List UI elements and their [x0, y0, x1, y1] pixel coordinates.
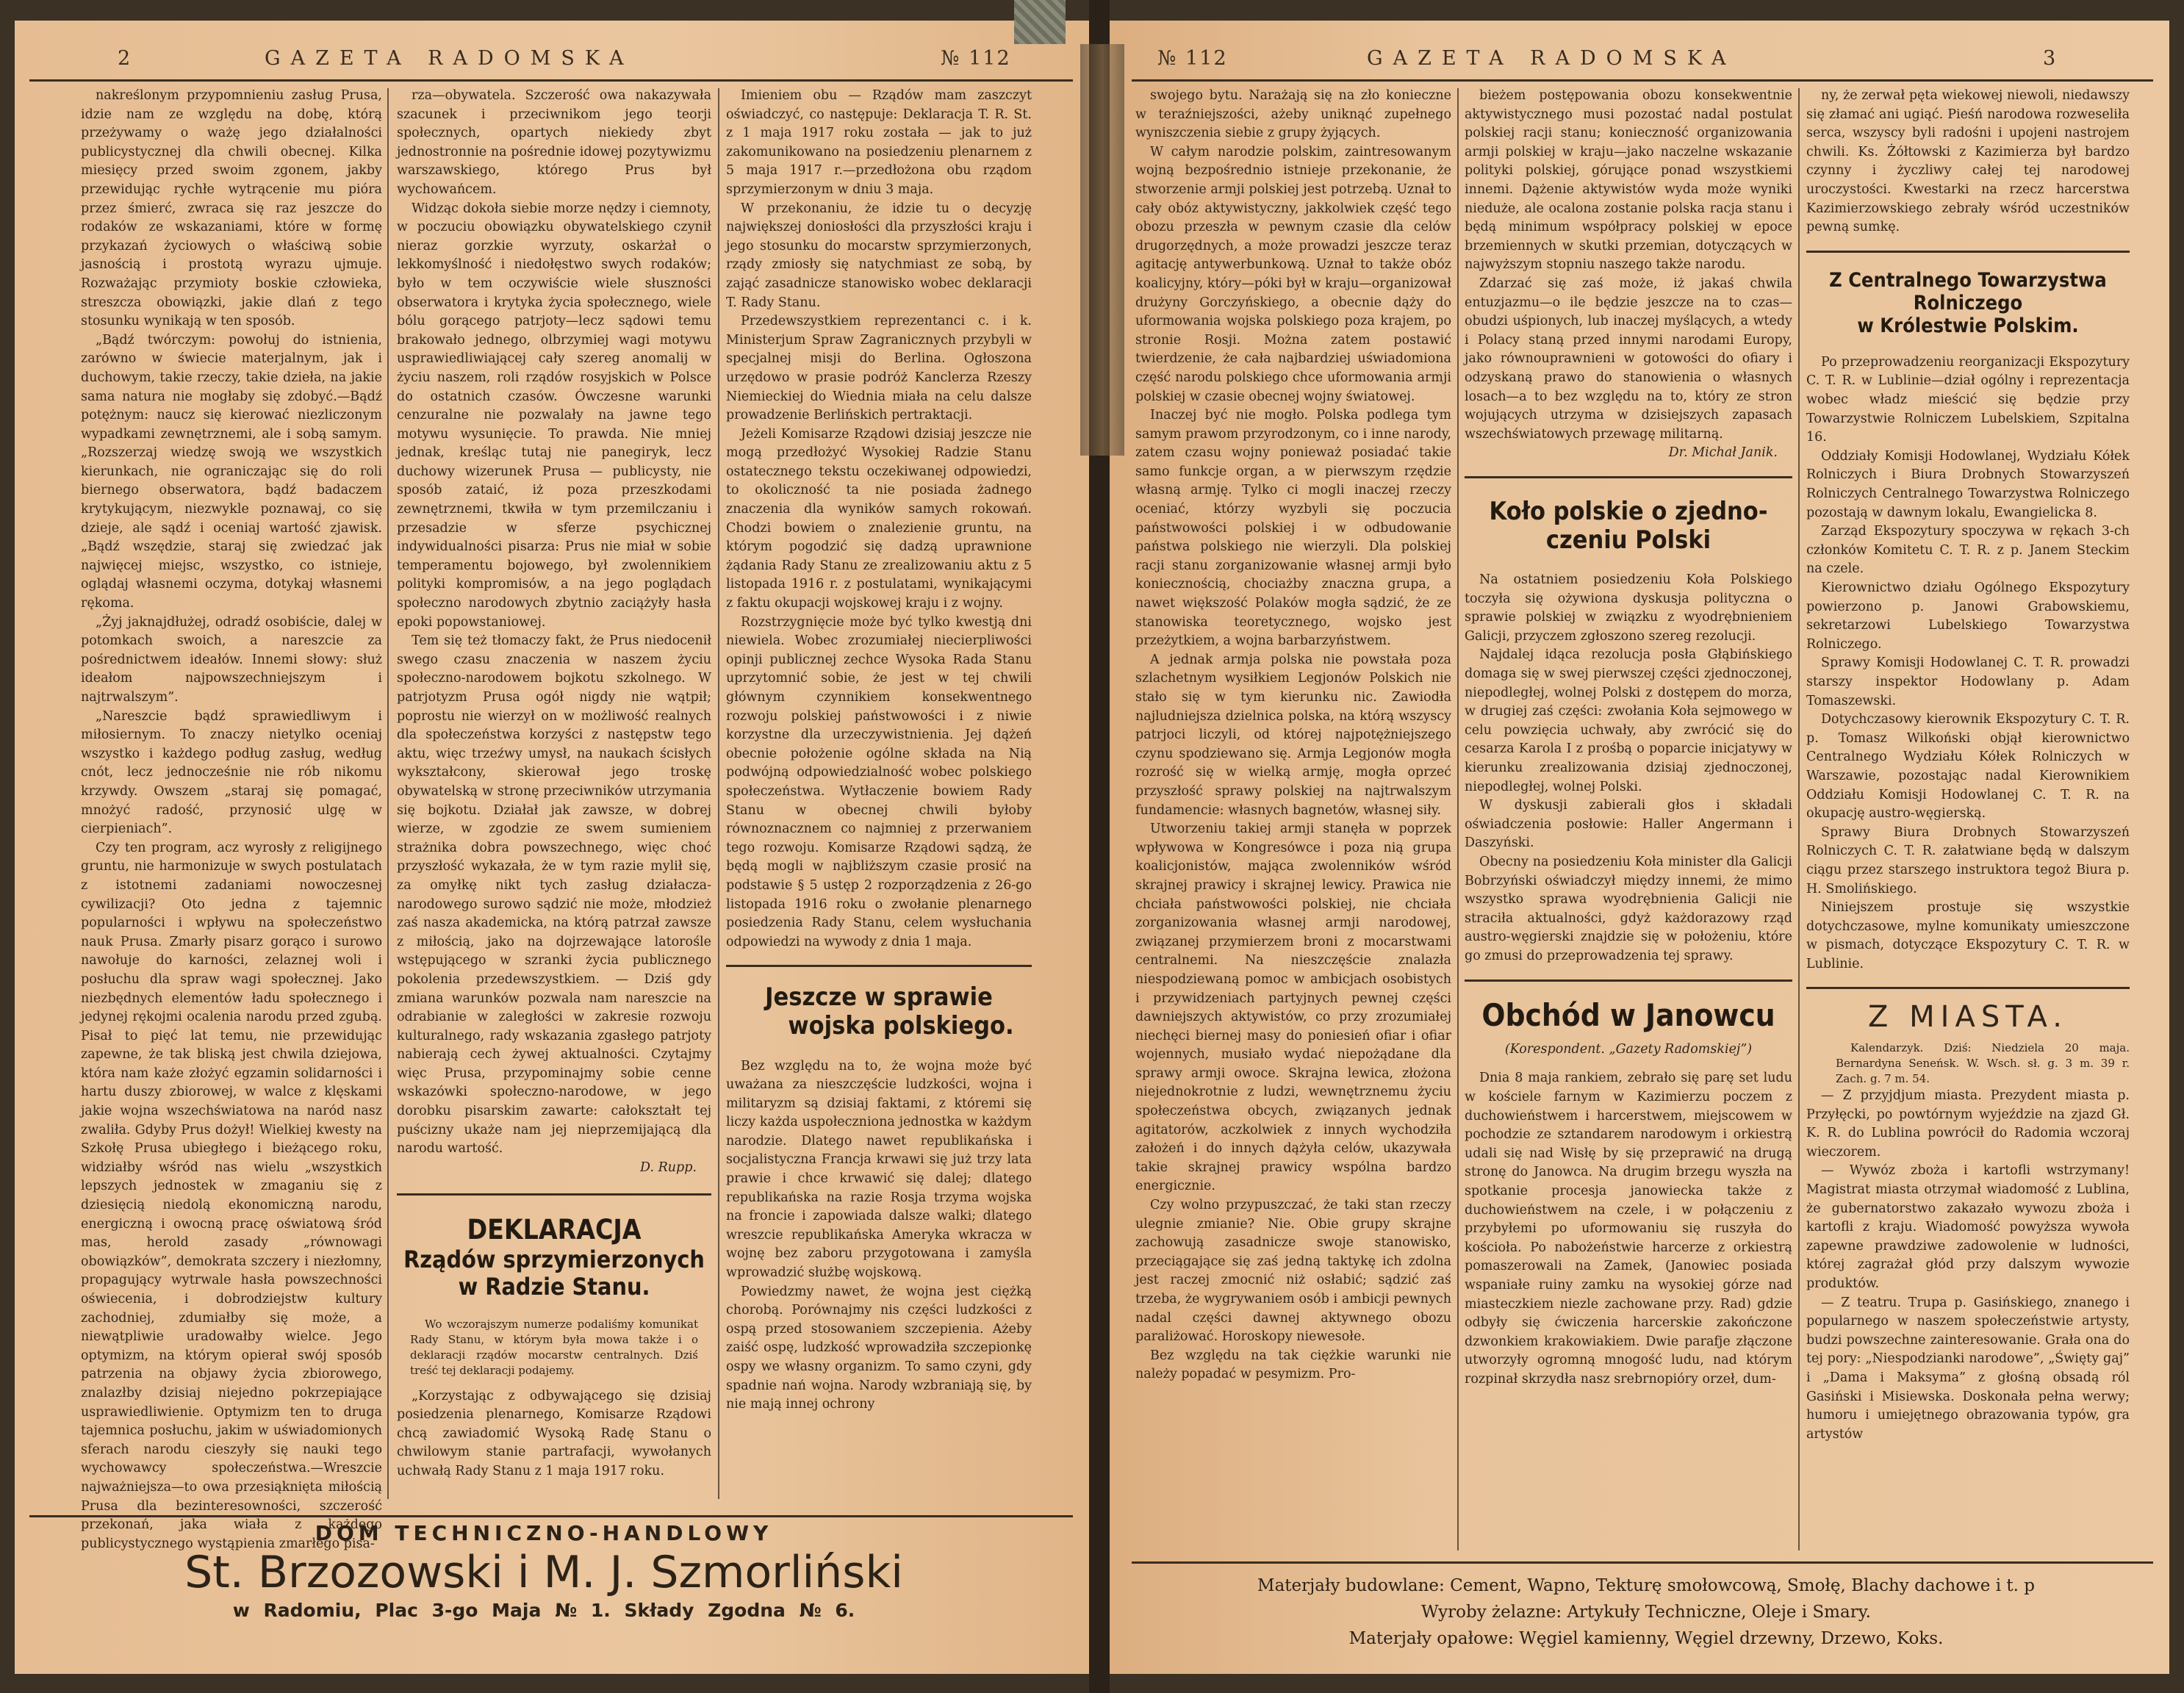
paragraph: nakreślonym przypomnieniu zasług Prusa, idzie nam ze względu na dobę, którą przeżywamy o ważę jego działalności publicystycznej dla chwili obecnej. Kilka miesięcy przed swoim zgonem, jakby przewidując rychłe wytrącenie mu pióra przez śmierć, zwraca się raz jeszcze do rodaków ze wskazaniami, które w formę przykazań życiowych o właściwą sobie jasnością i prostotą wyrazu ujmuje. Rozważając przymioty boskie człowieka, streszcza obowiązki, jakie dlań z tego stosunku wynikają w ten sposób.: [81, 88, 382, 329]
ad-line: Materjały budowlane: Cement, Wapno, Tekturę smołowcową, Smołę, Blachy dachowe i t. p: [1257, 1576, 2035, 1595]
paragraph: Tem się też tłomaczy fakt, że Prus niedocenił swego czasu znaczenia w naszem życiu społeczno-narodowem bojkotu szkolnego. W patrjotyzm Prusa ogół nigdy nie wątpił; poprostu nie wierzył on w możliwość realnych dla społeczeństwa korzyści z następstw tego aktu, więc trzeźwy umysł, na naukach ścisłych wykształcony, skierował jego troskę obywatelską w stronę przeciwników utrzymania się bojkotu. Działał jak zawsze, w dobrej wierze, w zgodzie ze swem sumieniem strażnika dobra powszechnego, więc choć przyszłość wykazała, że w tym razie mylił się, za omyłkę nikt tych zasług działacza-narodowego surowo sądzić nie może, młodzież zaś nasza akademicka, na którą patrzał zawsze z miłością, jako na dojrzewające latorośle wstępującego w szranki życia publicznego pokolenia przedewszystkiem. — Dziś gdy zmiana warunków pozwala nam nareszcie na odrabianie w zaległości w zakresie rozwoju kulturalnego, rady wskazania zgasłego patrjoty nabierają cech żywej aktualności. Czytajmy więc Prusa, przypominajmy sobie cenne wskazówki społeczno-narodowe, w jego dorobku pisarskim zawarte: całokształt tej puścizny ukaże nam jej nieprzemijającą dla narodu wartość.: [397, 633, 711, 1157]
paragraph: rza—obywatela. Szczerość owa nakazywała szacunek i przeciwnikom jego teorji społecznych, opartych niekiedy zbyt jednostronnie na pośrednie idowej pozytywizmu warszawskiego, którego Prus był wychowańcem.: [397, 88, 711, 197]
paragraph: „Korzystając z odbywającego się dzisiaj posiedzenia plenarnego, Komisarze Rządowi chcą zawiadomić Wysoką Radę Stanu o chwilowym stanie partrafacji, wywołanych uchwałą Rady Stanu z 1 maja 1917 roku.: [397, 1388, 711, 1478]
column-3: [726, 87, 1032, 1520]
paragraph: A jednak armja polska nie powstała poza szlachetnym wysiłkiem Legjonów Polskich nie stało się w tym kierunku nic. Zawiodła najludniejsza dzielnica polska, na którą wszyscy patrjoci liczyli, od której najpotężniejszego czynu spodziewano się. Armja Legjonów mogła rozrość się w wielką armję, mogła oprzeć przyszłość sprawy polskiej na najtrwalszym fundamencie: własnych bagnetów, własnej siły.: [1135, 652, 1451, 818]
section-rule: [397, 1193, 711, 1196]
paragraph: Sprawy Komisji Hodowlanej C. T. R. prowadzi starszy inspektor Hodowlany p. Adam Tomaszewski.: [1806, 655, 2130, 708]
paragraph: Inaczej być nie mogło. Polska podlega tym samym prawom przyrodzonym, co i inne narody, zatem czasu wojny ponieważ posiadać takie samo funkcje organ, a w pierwszym rzędzie własną armję. Tylko ci mogli inaczej rzeczy oceniać, którzy wyzbyli się poczucia państwowości polskiej i w odbudowanie państwa polskiego nie wierzyli. Dla polskiej racji stanu zorganizowanie własnej armji było koniecznością, chociażby znaczna grupa, a nawet większość Polaków mogła sądzić, że ze stanowiska teoretycznego, wojsko jest przeżytkiem, a wojna barbarzyństwem.: [1135, 408, 1451, 649]
section-rule: [1465, 476, 1792, 478]
article-title: Obchód w Janowcu: [1481, 996, 1775, 1033]
paragraph: Obecny na posiedzeniu Koła minister dla Galicji Bobrzyński oświadczył między innemi, że mimo wszystko sprawa wyodrębnienia Galicji nie straciła aktualności, gdyż każdorazowy rząd austro-węgierski znajdzie się w położeniu, które go zmusi do przeprowadzenia tej sprawy.: [1465, 854, 1792, 963]
paragraph: bieżem postępowania obozu konsekwentnie aktywistycznego musi pozostać nadal postulat polskiej racji stanu; konieczność organizowania armji polskiej w kraju—jako naczelne wskazanie polityki polskiej, górujące ponad wszystkiemi innemi. Dążenie aktywistów wyda może wyniki nieduże, ale ocalona zostanie polska racja stanu i będą minimum współpracy polskiej w epoce brzemiennych w skutki przemian, dotyczących w najwyższym stopniu naszego także narodu.: [1465, 88, 1792, 273]
ad-address: w Radomiu, Plac 3-go Maja № 1. Składy Zgodna № 6.: [232, 1600, 855, 1621]
column-5: [1465, 87, 1792, 1556]
ad-rule: [29, 1515, 1073, 1517]
article-title: czeniu Polski: [1545, 525, 1711, 555]
paragraph: W całym narodzie polskim, zaintresowanym wojną bezpośrednio istnieje przekonanie, że stworzenie armji polskiej jest potrzebą. Uznał to cały obóz aktywistyczny, jakkolwiek część tego obozu przeszła w pewnym czasie dla celów drugorzędnych, a może prowadzi jeszcze teraz agitację antywerbunkową. Uznał to także obóz koalicyjny, który—póki był w kraju—organizował drużyny Gorczyńskiego, a obecnie dąży do uformowania wojska polskiego poza krajem, po stronie Rosji. Można zatem postawić twierdzenie, że cała najbardziej uświadomiona część narodu polskiego chce uformowania armji polskiej w czasie obecnej wojny światowej.: [1135, 144, 1451, 404]
paragraph: W dyskusji zabierali głos i składali oświadczenia posłowie: Haller Angermann i Daszyński.: [1465, 798, 1792, 851]
column-rule: [387, 88, 389, 1499]
paragraph: Powiedzmy nawet, że wojna jest ciężką chorobą. Porównajmy nis części ludzkości z ospą przed stosowaniem szczepienia. Ażeby zaiść ospę, ludzkość wprowadziła szczepionkę ospy we własny organizm. To samo czyni, gdy spadnie nań wojna. Narody wzbraniają się, by nie mają innej ochrony: [726, 1284, 1032, 1412]
paragraph: Czy wolno przypuszczać, że taki stan rzeczy ulegnie zmianie? Nie. Obie grupy skrajne zachowują zasadnicze swoje stanowisko, przeciągające się zaś jedną taktykę ich zdolna jest raczej zmocnić niż osłabić; sądzić zaś trzeba, że wygrywaniem osób i ambicji pewnych nadal części dawnej aktywnego obozu paraliżować. Horoskopy niewesołe.: [1135, 1198, 1451, 1345]
article-title: w Królestwie Polskim.: [1857, 314, 2079, 337]
article-subtitle: (Korespondent. „Gazety Radomskiej”): [1504, 1041, 1753, 1057]
article-title: Jeszcze w sprawie: [765, 982, 993, 1013]
column-2: [397, 87, 711, 1520]
paragraph: Zdarzać się zaś może, iż jakaś chwila entuzjazmu—o ile będzie jeszcze na to czas—obudzi uśpionych, lub inaczej myślących, a wtedy i Polacy staną przed innymi narodami Europy, jako równouprawnieni w gotowości do ofiary i odzyskaną prawo do stanowienia o własnych losach—a to bez względu na to, który ze stron wojujących utrzyma w dzisiejszych zapasach wszechświatowych przewagę militarną.: [1465, 276, 1792, 442]
news-item: — Z przyjdjum miasta. Prezydent miasta p. Przyłęcki, po powtórnym wyjeździe na zjazd Gł. K. R. do Lublina powrócił do Radomia wczoraj wieczorem.: [1806, 1088, 2130, 1160]
ad-line: Materjały opałowe: Węgiel kamienny, Węgiel drzewny, Drzewo, Koks.: [1348, 1629, 1944, 1648]
ad-rule: [1132, 1561, 2153, 1564]
article-title: Z Centralnego Towarzystwa Rolniczego: [1829, 268, 2107, 314]
column-rule: [718, 88, 719, 1499]
column-1: [81, 87, 382, 1551]
paragraph: ny, że zerwał pęta wiekowej niewoli, niedawszy się złamać ani ugiąć. Pieśń narodowa rozweseliła serca, wszyscy byli radośni i upojeni nastrojem chwili. Ks. Żółtowski z Kazimierza był bardzo czynny i życzliwy całej tej narodowej uroczystości. Kwestarki na rzecz harcerstwa Kazimierzowskiego zebrały wśród uczestników pewną sumkę.: [1806, 88, 2130, 235]
calendar-note: Kalendarzyk. Dziś: Niedziela 20 maja. Bernardyna Seneńsk. W. Wsch. sł. g. 3 m. 39 r. Zach. g. 7 m. 54.: [1836, 1041, 2130, 1086]
article-title: wojska polskiego.: [788, 1011, 1014, 1041]
news-item: — Z teatru. Trupa p. Gasińskiego, znanego i popularnego w naszem społeczeństwie artysty, budzi powszechne zainteresowanie. Grała ona do tej pory: „Niespodzianki narodowe”, „Święty gaj” i „Dama i Maksyma” z głośną obsadą ról Gasiński i Misiewska. Doskonała pełna werwy; humoru i umiejętnego obrazowania typów, gra artystów: [1806, 1295, 2130, 1442]
page-tear: [1080, 44, 1124, 456]
section-rule: [726, 965, 1032, 967]
section-heading: Z MIASTA.: [1868, 1000, 2068, 1035]
paragraph: Jeżeli Komisarze Rządowi dzisiaj jeszcze nie mogą przedłożyć Wysokiej Radzie Stanu ostatecznego tekstu oczekiwanej odpowiedzi, to okoliczność ta nie posiada żadnego znaczenia dla wyników samych rokowań. Chodzi bowiem o znalezienie gruntu, na którym pogodzić się dadzą uprawnione żądania Rady Stanu ze zrealizowaniu aktu z 5 listopada 1916 r. z postulatami, wynikającymi z faktu okupacji wojskowej kraju i z wojny.: [726, 426, 1032, 611]
news-item: — Wywóz zboża i kartofli wstrzymany! Magistrat miasta otrzymał wiadomość z Lublina, że gubernatorstwo zakazało wywozu zboża i kartofli z kraju. Wiadomość powyższa wywoła zapewne prawdziwe zadowolenie w ludności, której zagrażał głód przy dalszym wywozie produktów.: [1806, 1163, 2130, 1292]
column-rule: [1798, 88, 1800, 1550]
article-title: Rządów sprzymierzonych: [403, 1245, 705, 1273]
paragraph: Bez względu na tak ciężkie warunki nie należy popadać w pesymizm. Pro-: [1135, 1348, 1451, 1382]
right-page-number: 3: [2043, 47, 2066, 70]
paragraph: Imieniem obu — Rządów mam zaszczyt oświadczyć, co następuje: Deklaracja T. R. St. z 1 maja 1917 roku została — jak to już zakomunikowano na posiedzeniu plenarnem z 5 maja 1917 r.—przedłożona obu rządom sprzymierzonym w dniu 3 maja.: [726, 88, 1032, 197]
paragraph: Sprawy Biura Drobnych Stowarzyszeń Rolniczych C. T. R. załatwiane będą w dalszym ciągu przez starszego instruktora tegoż Biura p. H. Smolińskiego.: [1806, 824, 2130, 896]
lead-paragraph: Wo wczorajszym numerze podaliśmy komunikat Rady Stanu, w którym była mowa także i o deklaracji rządów mocarstw centralnych. Dziś treść tej deklaracji podajemy.: [410, 1317, 698, 1377]
column-6: [1806, 87, 2130, 1556]
left-page-number: 2: [118, 47, 141, 70]
right-issue-number: № 112: [1157, 47, 1228, 70]
paragraph: „Nareszcie bądź sprawiedliwym i miłosiernym. To znaczy nietylko oceniaj wszystko i każdego podług zasług, według cnót, lecz jednocześnie nie rób nikomu krzywdy. Owszem „staraj się pomagać, mnożyć radość, przynosić ulgę w cierpieniach”.: [81, 708, 382, 837]
section-rule: [1465, 980, 1792, 982]
author-signature: Dr. Michał Janik.: [1668, 445, 1778, 461]
paragraph: Dnia 8 maja rankiem, zebrało się parę set ludu w kościele farnym w Kazimierzu poczem z duchowieństwem i harcerstwem, miejscowem w pochodzie ze sztandarem narodowym i orkiestrą udali się nad Wisłę by się przeprawić na drugą stronę do Janowca. Na drugim brzegu wyszła na spotkanie procesja janowiecka także z duchowieństwem na czele, i w połączeniu z przybyłemi po uformowaniu się ruszyła do kościoła. Po nabożeństwie harcerze z orkiestrą pomaszerowali na Zamek, (Janowiec posiada wspaniałe ruiny zamku na wysokiej górze nad miasteczkiem niezle zachowane przy. Rad) gdzie odbyły się ćwiczenia harcerskie zakończone dzwonkiem krakowiakiem. Dwie parafje złączone utworzyły ogromną mnogość ludu, nad którym rozpinał skrzydła nasz srebrnopióry orzeł, dum-: [1465, 1071, 1792, 1387]
paragraph: Przedewszystkiem reprezentanci c. i k. Ministerjum Spraw Zagranicznych przybyli w specjalnej misji do Berlina. Ogłoszona urzędowo w prasie podróż Kanclerza Rzeszy Niemieckiej do Wiednia miała na celu dalsze prowadzenie Berlińskich pertraktacji.: [726, 314, 1032, 423]
section-rule: [1806, 987, 2130, 989]
right-header-rule: [1132, 79, 2153, 82]
paragraph: Niniejszem prostuje się wszystkie dotychczasowe, mylne komunikaty umieszczone w pismach, dotyczące Ekspozytury C. T. R. w Lublinie.: [1806, 900, 2130, 971]
paragraph: Kierownictwo działu Ogólnego Ekspozytury powierzono p. Janowi Grabowskiemu, sekretarzowi Lubelskiego Towarzystwa Rolniczego.: [1806, 580, 2130, 652]
paragraph: Najdalej idąca rezolucja posła Głąbińskiego domaga się w swej pierwszej części zjednoczonej, niepodległej, wolnej Polski z dostępem do morza, w drugiej zaś części: zwołania Koła sejmowego w celu powzięcia uchwały, aby zwrócić się do cesarza Karola I z prośbą o poparcie inicjatywy w kierunku zrealizowania dzisiaj zjednoczonej, niepodległej, wolnej Polski.: [1465, 647, 1792, 794]
ad-line: Wyroby żelazne: Artykuły Techniczne, Oleje i Smary.: [1421, 1603, 1871, 1622]
advertisement-left: [29, 1521, 1058, 1621]
article-title: Koło polskie o zjedno-: [1489, 496, 1768, 526]
paragraph: Na ostatniem posiedzeniu Koła Polskiego toczyła się ożywiona dyskusja polityczna o sprawie polskiej w związku z wyodrębnieniem Galicji, przyczem zgłoszono szereg rezolucji.: [1465, 572, 1792, 644]
advertisement-right: [1132, 1572, 2160, 1652]
paragraph: Bez względu na to, że wojna może być uważana za nieszczęście ludzkości, wojna i militaryzm są dzisiaj faktami, z któremi się liczy każda uspołeczniona jednostka w każdym narodzie. Dlatego nawet republikańska i socjalistyczna Francja krwawi się już trzy lata prawie i chce krwawić się dalej; dlatego republikańska na razie Rosja trzyma wojska na froncie i zapowiada dalsze walki; dlatego wreszcie republikańska Ameryka wkracza w wojnę bez zaboru przygotowana i zamyśla wprowadzić służbę wojskową.: [726, 1058, 1032, 1281]
bookmark-ribbon: [1014, 0, 1066, 44]
article-title: w Radzie Stanu.: [458, 1272, 650, 1301]
paragraph: Oddziały Komisji Hodowlanej, Wydziału Kółek Rolniczych i Biura Drobnych Stowarzyszeń Rolniczych Centralnego Towarzystwa Rolniczego pozostają w dawnym lokalu, Ewangielicka 8.: [1806, 448, 2130, 520]
ad-company-name: St. Brzozowski i M. J. Szmorliński: [184, 1547, 903, 1598]
paragraph: Widząc dokoła siebie morze nędzy i ciemnoty, w poczuciu obowiązku obywatelskiego czynił nieraz gorzkie wyrzuty, oskarżał o lekkomyślność i niedołęstwo swych rodaków; było w tem oczywiście wiele słuszności obserwatora i krytyka życia społecznego, wiele bólu gorącego patrjoty—lecz sądowi temu brakowało jednego, olbrzymiej wagi motywu usprawiedliwiającej cały szereg anomalij w życiu naszem, roli rządów rosyjskich w Polsce do ostatnich czasów. Ówczesne warunki cenzuralne nie pozwalały na jawne tego motywu wysunięcie. To prawda. Nie mniej jednak, kreśląc tutaj nie panegiryk, lecz duchowy wizerunek Prusa — publicysty, nie sposób zataić, iż poza przeszkodami zewnętrznemi, tkwiła w tym przemilczaniu i przesadzie w sferze psychicznej indywidualności pisarza: Prus nie miał w sobie temperamentu bojowego, był zwolennikiem polityki kompromisów, a na jego poglądach społeczno narodowych zbytnio zaciążyły hasła epoki popowstaniowej.: [397, 201, 711, 630]
paragraph: „Bądź twórczym: powołuj do istnienia, zarówno w świecie materjalnym, jak i duchowym, takie rzeczy, takie dzieła, na jakie sama natura nie mogłaby się zdobyć.—Bądź potężnym: naucz się kierować niezliczonym wypadkami zewnętrznemi, ale i sobą samym. „Rozszerzaj wiedzę swoją we wszystkich kierunkach, nie ograniczając się do roli biernego obserwatora, bądź badaczem krytykującym, niezwykle poznawaj, co się dzieje, ale sądź i oceniaj wartość zjawisk. „Bądź wszędzie, staraj się zwiedzać jak najwięcej miejsc, wszystko, co istnieje, oglądaj własnemi oczyma, dotykaj własnemi rękoma.: [81, 332, 382, 611]
paragraph: Zarząd Ekspozytury spoczywa w rękach 3-ch członków Komitetu C. T. R. z p. Janem Steckim na czele.: [1806, 524, 2130, 577]
section-rule: [1806, 251, 2130, 253]
left-header-rule: [29, 79, 1073, 82]
paragraph: Czy ten program, acz wyrosły z religijnego gruntu, nie harmonizuje w swych postulatach z istotnemi zadaniami nowoczesnej cywilizacji? Oto jedna z tajemnic popularności i wpływu na społeczeństwo nauk Prusa. Zmarły pisarz gorąco i surowo nawołuje do karności, zelaznej woli i posłuchu dla spraw wagi społecznej. Jako niezbędnych elementów ładu społecznego i jedynej rękojmi ocalenia narodu przed zgubą. Pisał to pięć lat temu, nie przewidując zapewne, że tak bliską jest chwila dziejowa, która nam każe złożyć egzamin solidarności i hartu duszy zbiorowej, w walce z klęskami jakie wojna wszechświatowa na naród nasz zwaliła. Gdyby Prus dożył! Wielkiej kwesty na Szkołę Prusa ubiegłego i bieżącego roku, widziałby wśród nas wielu „wszystkich lepszych jednostek w zmaganiu się z dziesięcią niedolą ekonomiczną narodu, energiczną i owocną pracę oświatową śród mas, herold zasady „równowagi obowiązków”, demokrata szczery i niezłomny, propagujący wytrwale hasła powszechności oświecenia, i dobrodziejstw kultury zachodniej, zdumiałby się może, a niewątpliwie uradowałby wielce. Jego optymizm, na którym opierał swój sposób patrzenia na objawy życia zbiorowego, znalazłby dzisiaj niejedno pokrzepiające usprawiedliwienie. Optymizm ten to druga tajemnica posłuchu, jakim w uświadomionych sferach narodu cieszyły się nauki tego wychowawcy społeczeństwa.—Wreszcie najważniejsza—to owa przesiąknięta miłością Prusa dla bezinteresowności, szczerość przekonań, jaka wiała z każdego publicystycznego wystąpienia zmarłego pisa-: [81, 840, 382, 1551]
paragraph: Dotychczasowy kierownik Ekspozytury C. T. R. p. Tomasz Wilkoński objął kierownictwo Centralnego Wydziału Kółek Rolniczych w Warszawie, pozostając nadal Kierownikiem Oddziału Komisji Hodowlanej C. T. R. na okupację austro-węgierską.: [1806, 712, 2130, 822]
column-rule: [1457, 88, 1459, 1550]
left-issue-number: № 112: [941, 47, 1011, 70]
left-masthead: GAZETA RADOMSKA: [265, 47, 634, 70]
paragraph: Utworzeniu takiej armji stanęła w poprzek wpływowa w Kongresówce i poza nią grupa koalicjonistów, mająca zwolenników wśród skrajnej prawicy i skrajnej lewicy. Prawica nie chciała państwowości polskiej, nie chciała zorganizowania własnej armji narodowej, związanej przymierzem broni z mocarstwami centralnemi. Na nieszczęście znalazła niespodziewaną pomoc w ambicjach osobistych i przywidzeniach partyjnych pewnej części dawniejszych aktywistów, co przy zrozumiałej niechęci biernej masy do poniesień ofiar i ofiar wojennych, musiało wydać niepożądane dla sprawy armji owoce. Skrajna lewica, złożona niejednokrotnie z ludzi, wewnętrznemu życiu społeczeństwa obcych, związanych jednak agitatorów, aczkolwiek z innych wychodziła założeń i do innych dążyła celów, ukazywała takie skrajnej prawicy wspólna bardzo energicznie.: [1135, 822, 1451, 1194]
paragraph: Po przeprowadzeniu reorganizacji Ekspozytury C. T. R. w Lublinie—dział ogólny i reprezentacja wobec władz mieścić się będzie przy Towarzystwie Rolniczem Lubelskiem, Szpitalna 16.: [1806, 354, 2130, 445]
paragraph: W przekonaniu, że idzie tu o decyzję największej doniosłości dla przyszłości kraju i jego stosunku do mocarstw sprzymierzonych, rządy zmiosły się natychmiast ze sobą, by zająć zasadnicze stanowisko wobec deklaracji T. Rady Stanu.: [726, 201, 1032, 310]
right-masthead: GAZETA RADOMSKA: [1367, 47, 1736, 70]
column-4: [1135, 87, 1451, 1556]
paragraph: Rozstrzygnięcie może być tylko kwestją dni niewiela. Wobec zrozumiałej niecierpliwości opinji publicznej zechce Wysoka Rada Stanu uprzytomnić sobie, że jest w tej chwili głównym czynnikiem konsekwentnego rozwoju polskiej państwowości i z niwie korzystne dla urzeczywistnienia. Jej dążeń obecnie położenie ogólne składa na Nią podwójną odpowiedzialność wobec polskiego społeczeństwa. Wytłaczenie bowiem Rady Stanu w obecnej chwili byłoby równoznacznem co najmniej z przerwaniem tego rozwoju. Komisarze Rządowi sądzą, że będą mogli w najbliższym czasie prosić na podstawie § 5 ustęp 2 rozporządzenia z 26-go listopada 1916 roku o zwołanie plenarnego posiedzenia Rady Stanu, celem wysłuchania odpowiedzi na wywody z dnia 1 maja.: [726, 614, 1032, 949]
paragraph: „Żyj jaknajdłużej, odradź osobiście, dalej w potomkach swoich, a nareszcie za pośrednictwem ideałów. Innemi słowy: służ ideałom najpowszechniejszym i najtrwalszym”.: [81, 614, 382, 705]
author-signature: D. Rupp.: [640, 1160, 697, 1175]
ad-heading: DOM TECHNICZNO-HANDLOWY: [315, 1521, 773, 1545]
article-title: DEKLARACJA: [467, 1214, 642, 1246]
paragraph: swojego bytu. Narażają się na zło konieczne w teraźniejszości, ażeby uniknąć zupełnego wyniszczenia siebie z grupy żyjących.: [1135, 88, 1451, 141]
